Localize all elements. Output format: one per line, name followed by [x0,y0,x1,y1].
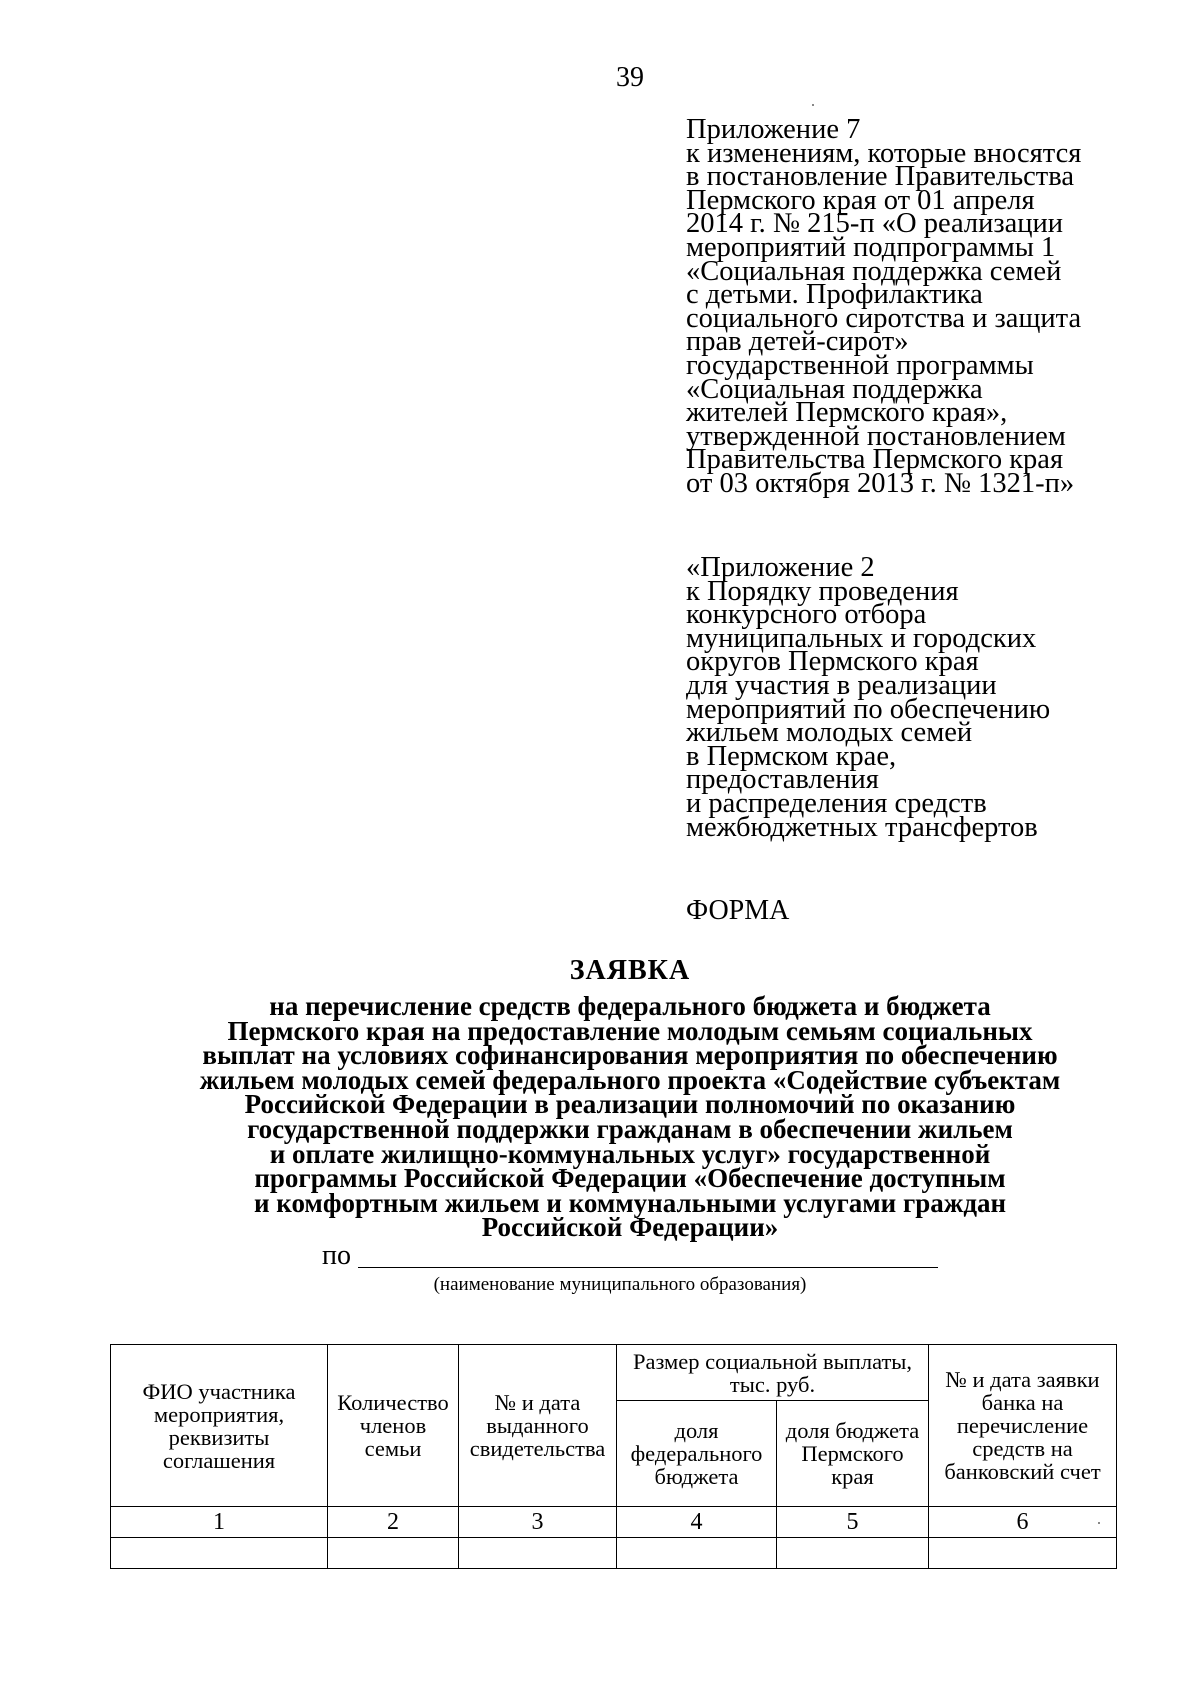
empty-cell [777,1538,929,1569]
appendix-line: с детьми. Профилактика [686,279,983,311]
appendix-line: и распределения средств [686,787,987,819]
empty-data-row [111,1538,1117,1569]
header-federal-share: доля федерального бюджета [617,1401,777,1507]
appendix-line: в постановление Правительства [686,161,1074,193]
column-number: 2 [328,1507,459,1538]
municipality-caption: (наименование муниципального образования) [433,1274,807,1295]
subtitle-line: жильем молодых семей федерального проекта «Содействие субъектам [199,1064,1061,1095]
column-number: 3 [459,1507,617,1538]
appendix-2-header [686,552,1186,843]
subtitle-line: Российской Федерации» [481,1212,779,1243]
appendix-line: в Пермском крае, [686,740,897,772]
empty-cell [328,1538,459,1569]
appendix-7-header [686,114,1186,499]
appendix-line: прав детей-сирот» [686,326,909,358]
subtitle-line: Пермского края на предоставление молодым семьям социальных [227,1015,1033,1046]
column-number: 4 [617,1507,777,1538]
appendix-line: округов Пермского края [686,646,979,678]
appendix-line: Пермского края от 01 апреля [686,184,1035,216]
appendix-line: к изменениям, которые вносятся [686,137,1082,169]
subtitle-line: Российской Федерации в реализации полномочий по оказанию [244,1089,1016,1120]
appendix-line: утвержденной постановлением [686,420,1066,452]
subtitle-line: и оплате жилищно-коммунальных услуг» государственной [269,1138,991,1169]
document-subtitle [100,991,1160,1243]
appendix-line: Правительства Пермского края [686,444,1064,476]
subtitle-line: на перечисление средств федерального бюджета и бюджета [269,991,991,1021]
column-number: 6 [929,1507,1117,1538]
municipality-blank-line [358,1267,938,1268]
appendix-line: для участия в реализации [686,669,997,701]
header-family-members: Количество членов семьи [328,1345,459,1507]
header-bank-request: № и дата заявки банка на перечисление средств на банковский счет [929,1345,1117,1507]
appendix-line: социального сиротства и защита [686,302,1082,334]
scan-mark [1098,1522,1100,1524]
header-payment-size: Размер социальной выплаты, тыс. руб. [617,1345,929,1401]
appendix-line: «Социальная поддержка семей [686,255,1062,287]
appendix-line: предоставления [686,764,879,796]
document-title: ЗАЯВКА [569,955,691,986]
subtitle-line: выплат на условиях софинансирования мероприятия по обеспечению [202,1040,1058,1071]
subtitle-line: программы Российской Федерации «Обеспечение доступным [254,1163,1006,1194]
appendix-line: к Порядку проведения [686,575,959,607]
appendix-line: от 03 октября 2013 г. № 1321-п» [686,467,1075,499]
column-number: 5 [777,1507,929,1538]
column-number: 1 [111,1507,328,1538]
appendix-line: мероприятий подпрограммы 1 [686,231,1056,263]
column-numbers-row [111,1507,1117,1538]
appendix-line: муниципальных и городских [686,622,1037,654]
appendix-line: мероприятий по обеспечению [686,693,1051,725]
appendix-line: конкурсного отбора [686,599,927,631]
appendix-line: «Приложение 2 [686,552,875,583]
appendix-line: жителей Пермского края», [686,397,1008,429]
empty-cell [929,1538,1117,1569]
appendix-line: Приложение 7 [686,114,861,145]
subtitle-line: и комфортным жильем и коммунальными услугами граждан [253,1187,1007,1218]
empty-cell [111,1538,328,1569]
header-certificate: № и дата выданного свидетельства [459,1345,617,1507]
subtitle-line: государственной поддержки гражданам в обеспечении жильем [247,1113,1013,1144]
appendix-line: 2014 г. № 215-п «О реализации [686,208,1064,240]
scan-mark [812,104,814,106]
appendix-line: жильем молодых семей [686,717,973,749]
application-table [110,1344,1117,1569]
appendix-line: государственной программы [686,349,1034,381]
empty-cell [459,1538,617,1569]
page-number: 39 [616,62,644,93]
empty-cell [617,1538,777,1569]
po-label: по [322,1240,351,1271]
appendix-line: межбюджетных трансфертов [686,811,1038,843]
header-regional-share: доля бюджета Пермского края [777,1401,929,1507]
header-participant: ФИО участника мероприятия, реквизиты соглашения [111,1345,328,1507]
appendix-line: «Социальная поддержка [686,373,983,405]
form-label: ФОРМА [686,895,790,926]
